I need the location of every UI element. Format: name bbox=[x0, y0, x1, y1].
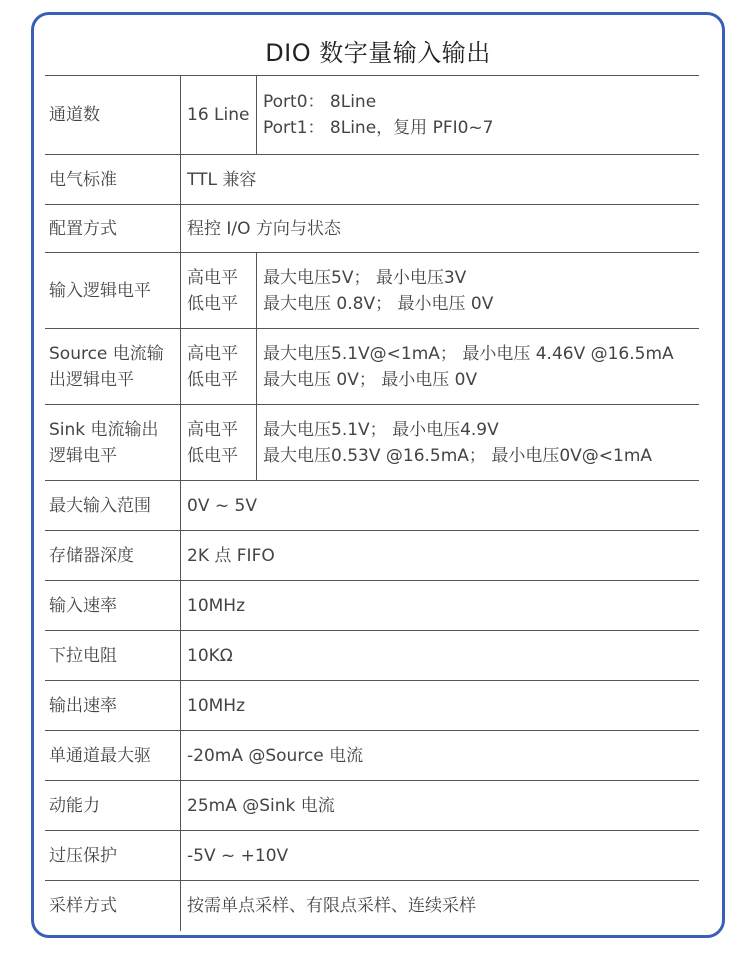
table-row bbox=[45, 781, 699, 831]
label-line: 出逻辑电平 bbox=[49, 369, 134, 390]
row-mid-value bbox=[181, 253, 257, 328]
row-value: 25mA @Sink 电流 bbox=[187, 795, 335, 816]
row-value: 10MHz bbox=[187, 695, 246, 716]
detail-line: 最大电压0.53V @16.5mA； 最小电压0V@<1mA bbox=[263, 445, 653, 466]
row-label: 过压保护 bbox=[45, 831, 181, 880]
label-line: 逻辑电平 bbox=[49, 445, 117, 466]
level-high-label: 高电平 bbox=[187, 419, 238, 440]
table-row bbox=[45, 155, 699, 205]
row-label: 输出速率 bbox=[45, 681, 181, 730]
spec-card bbox=[31, 12, 725, 938]
label-line: Sink 电流输出 bbox=[49, 419, 159, 440]
row-label: 配置方式 bbox=[45, 205, 181, 252]
row-label: 最大输入范围 bbox=[45, 481, 181, 530]
row-value: 程控 I/O 方向与状态 bbox=[187, 218, 341, 239]
row-label bbox=[45, 405, 181, 480]
level-high-label: 高电平 bbox=[187, 343, 238, 364]
row-label: 存储器深度 bbox=[45, 531, 181, 580]
row-mid-value bbox=[181, 405, 257, 480]
label-line: Source 电流输 bbox=[49, 343, 164, 364]
table-row bbox=[45, 831, 699, 881]
page-title: DIO 数字量输入输出 bbox=[265, 39, 491, 67]
table-row bbox=[45, 631, 699, 681]
detail-line: 最大电压5.1V@<1mA； 最小电压 4.46V @16.5mA bbox=[263, 343, 674, 364]
detail-line: 最大电压5V； 最小电压3V bbox=[263, 267, 467, 288]
row-label: 输入速率 bbox=[45, 581, 181, 630]
table-row bbox=[45, 581, 699, 631]
row-mid-value bbox=[181, 76, 257, 154]
row-mid-value bbox=[181, 329, 257, 404]
table-row bbox=[45, 681, 699, 731]
row-label: 电气标准 bbox=[45, 155, 181, 204]
table-row bbox=[45, 75, 699, 155]
detail-line: Port1： 8Line，复用 PFI0~7 bbox=[263, 118, 494, 138]
level-low-label: 低电平 bbox=[187, 293, 238, 314]
table-row bbox=[45, 531, 699, 581]
channel-count: 16 Line bbox=[187, 105, 250, 125]
table-row bbox=[45, 205, 699, 253]
table-row bbox=[45, 405, 699, 481]
row-label: 通道数 bbox=[45, 76, 181, 154]
row-detail bbox=[257, 329, 719, 404]
detail-line: Port0： 8Line bbox=[263, 92, 377, 112]
row-value: -5V ~ +10V bbox=[187, 845, 289, 866]
row-detail bbox=[257, 253, 719, 328]
level-low-label: 低电平 bbox=[187, 369, 238, 390]
level-low-label: 低电平 bbox=[187, 445, 238, 466]
row-value: 10KΩ bbox=[187, 645, 233, 666]
row-value: 按需单点采样、有限点采样、连续采样 bbox=[187, 896, 476, 916]
row-value: -20mA @Source 电流 bbox=[187, 745, 364, 766]
row-label: 下拉电阻 bbox=[45, 631, 181, 680]
level-high-label: 高电平 bbox=[187, 267, 238, 288]
table-row bbox=[45, 881, 699, 931]
row-value: 0V ~ 5V bbox=[187, 495, 257, 516]
row-detail bbox=[257, 76, 719, 154]
row-value: TTL 兼容 bbox=[187, 169, 257, 190]
row-label: 输入逻辑电平 bbox=[45, 253, 181, 328]
table-row bbox=[45, 481, 699, 531]
detail-line: 最大电压 0.8V； 最小电压 0V bbox=[263, 293, 494, 314]
detail-line: 最大电压5.1V； 最小电压4.9V bbox=[263, 419, 499, 440]
row-value: 10MHz bbox=[187, 595, 246, 616]
detail-line: 最大电压 0V； 最小电压 0V bbox=[263, 369, 478, 390]
row-label: 动能力 bbox=[45, 781, 181, 830]
table-row bbox=[45, 329, 699, 405]
row-label: 采样方式 bbox=[45, 881, 181, 931]
row-detail bbox=[257, 405, 719, 480]
row-label bbox=[45, 329, 181, 404]
table-row bbox=[45, 253, 699, 329]
table-row bbox=[45, 731, 699, 781]
row-value: 2K 点 FIFO bbox=[187, 545, 275, 566]
row-label: 单通道最大驱 bbox=[45, 731, 181, 780]
